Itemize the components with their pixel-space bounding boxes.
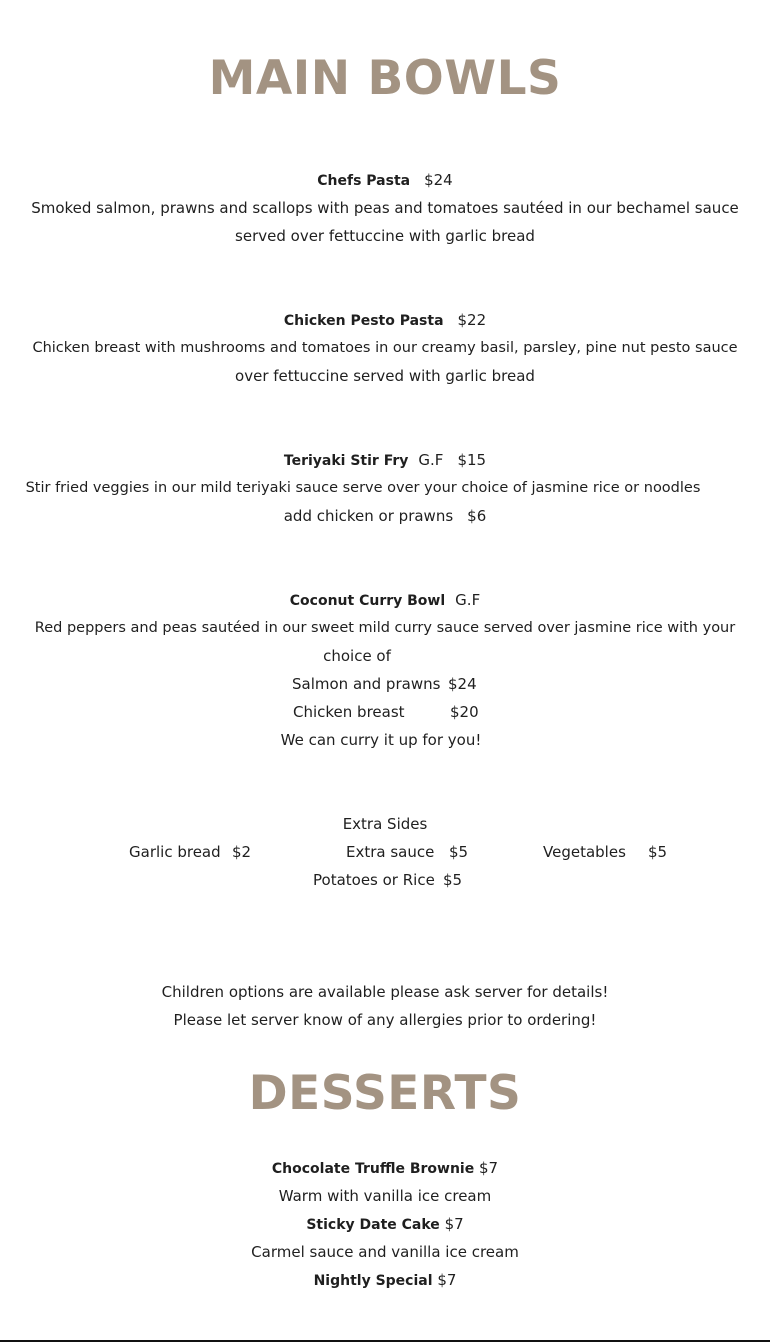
children-note: Children options are available please ask server for details! — [161, 983, 609, 1001]
chefs-pasta-title — [0, 170, 770, 191]
brownie-desc: Warm with vanilla ice cream — [278, 1187, 492, 1205]
brownie-price: $7 — [479, 1159, 499, 1177]
vegetables-label: Vegetables — [543, 843, 626, 861]
curry-option-1-price: $24 — [448, 675, 477, 693]
chicken-pesto-desc-1: Chicken breast with mushrooms and tomatoes in our creamy basil, parsley, pine nut pesto sauce — [32, 340, 738, 356]
teriyaki-addon-price: $6 — [467, 507, 487, 525]
curry-desc-2: choice of — [323, 647, 391, 665]
chicken-pesto-title — [0, 310, 770, 331]
teriyaki-addon-label: add chicken or prawns — [283, 507, 454, 525]
chefs-pasta-desc-2: served over fettuccine with garlic bread — [235, 227, 535, 245]
curry-option-2-price: $20 — [450, 703, 479, 721]
garlic-bread-label: Garlic bread — [129, 843, 221, 861]
potatoes-label: Potatoes or Rice — [313, 871, 435, 889]
desserts-heading: DESSERTS — [248, 1066, 522, 1121]
date-cake-desc: Carmel sauce and vanilla ice cream — [251, 1243, 519, 1261]
chicken-pesto-name: Chicken Pesto Pasta — [283, 313, 444, 329]
date-cake-title — [0, 1214, 770, 1235]
brownie-name: Chocolate Truffle Brownie — [271, 1161, 475, 1177]
nightly-special-title — [0, 1270, 770, 1291]
curry-name: Coconut Curry Bowl — [289, 593, 446, 609]
date-cake-price: $7 — [444, 1215, 464, 1233]
curry-desc-1: Red peppers and peas sautéed in our sweet mild curry sauce served over jasmine rice with your — [34, 620, 736, 636]
teriyaki-desc: Stir fried veggies in our mild teriyaki sauce serve over your choice of jasmine rice or noodles — [25, 480, 701, 496]
allergy-note: Please let server know of any allergies prior to ordering! — [173, 1011, 597, 1029]
chicken-pesto-price: $22 — [457, 311, 487, 329]
curry-option-1-label: Salmon and prawns — [292, 675, 441, 693]
brownie-title — [0, 1158, 770, 1179]
curry-note: We can curry it up for you! — [280, 731, 482, 749]
teriyaki-title — [0, 450, 770, 471]
curry-title — [0, 590, 770, 611]
main-bowls-heading: MAIN BOWLS — [208, 51, 562, 106]
extra-sauce-price: $5 — [449, 843, 469, 861]
chefs-pasta-price: $24 — [424, 171, 453, 189]
teriyaki-price: $15 — [457, 451, 487, 469]
teriyaki-name: Teriyaki Stir Fry — [283, 453, 409, 469]
nightly-special-price: $7 — [437, 1271, 457, 1289]
vegetables-price: $5 — [648, 843, 668, 861]
nightly-special-name: Nightly Special — [313, 1273, 433, 1289]
chefs-pasta-name: Chefs Pasta — [317, 173, 411, 189]
teriyaki-addon — [0, 506, 770, 526]
teriyaki-gf-tag: G.F — [418, 451, 444, 469]
date-cake-name: Sticky Date Cake — [306, 1217, 440, 1233]
potatoes-price: $5 — [443, 871, 463, 889]
extra-sides-title: Extra Sides — [342, 815, 428, 833]
chicken-pesto-desc-2: over fettuccine served with garlic bread — [235, 367, 535, 385]
curry-gf-tag: G.F — [455, 591, 481, 609]
garlic-bread-price: $2 — [232, 843, 252, 861]
extra-sauce-label: Extra sauce — [346, 843, 435, 861]
chefs-pasta-desc-1: Smoked salmon, prawns and scallops with peas and tomatoes sautéed in our bechamel sauce — [31, 199, 739, 217]
curry-option-2-label: Chicken breast — [293, 703, 405, 721]
